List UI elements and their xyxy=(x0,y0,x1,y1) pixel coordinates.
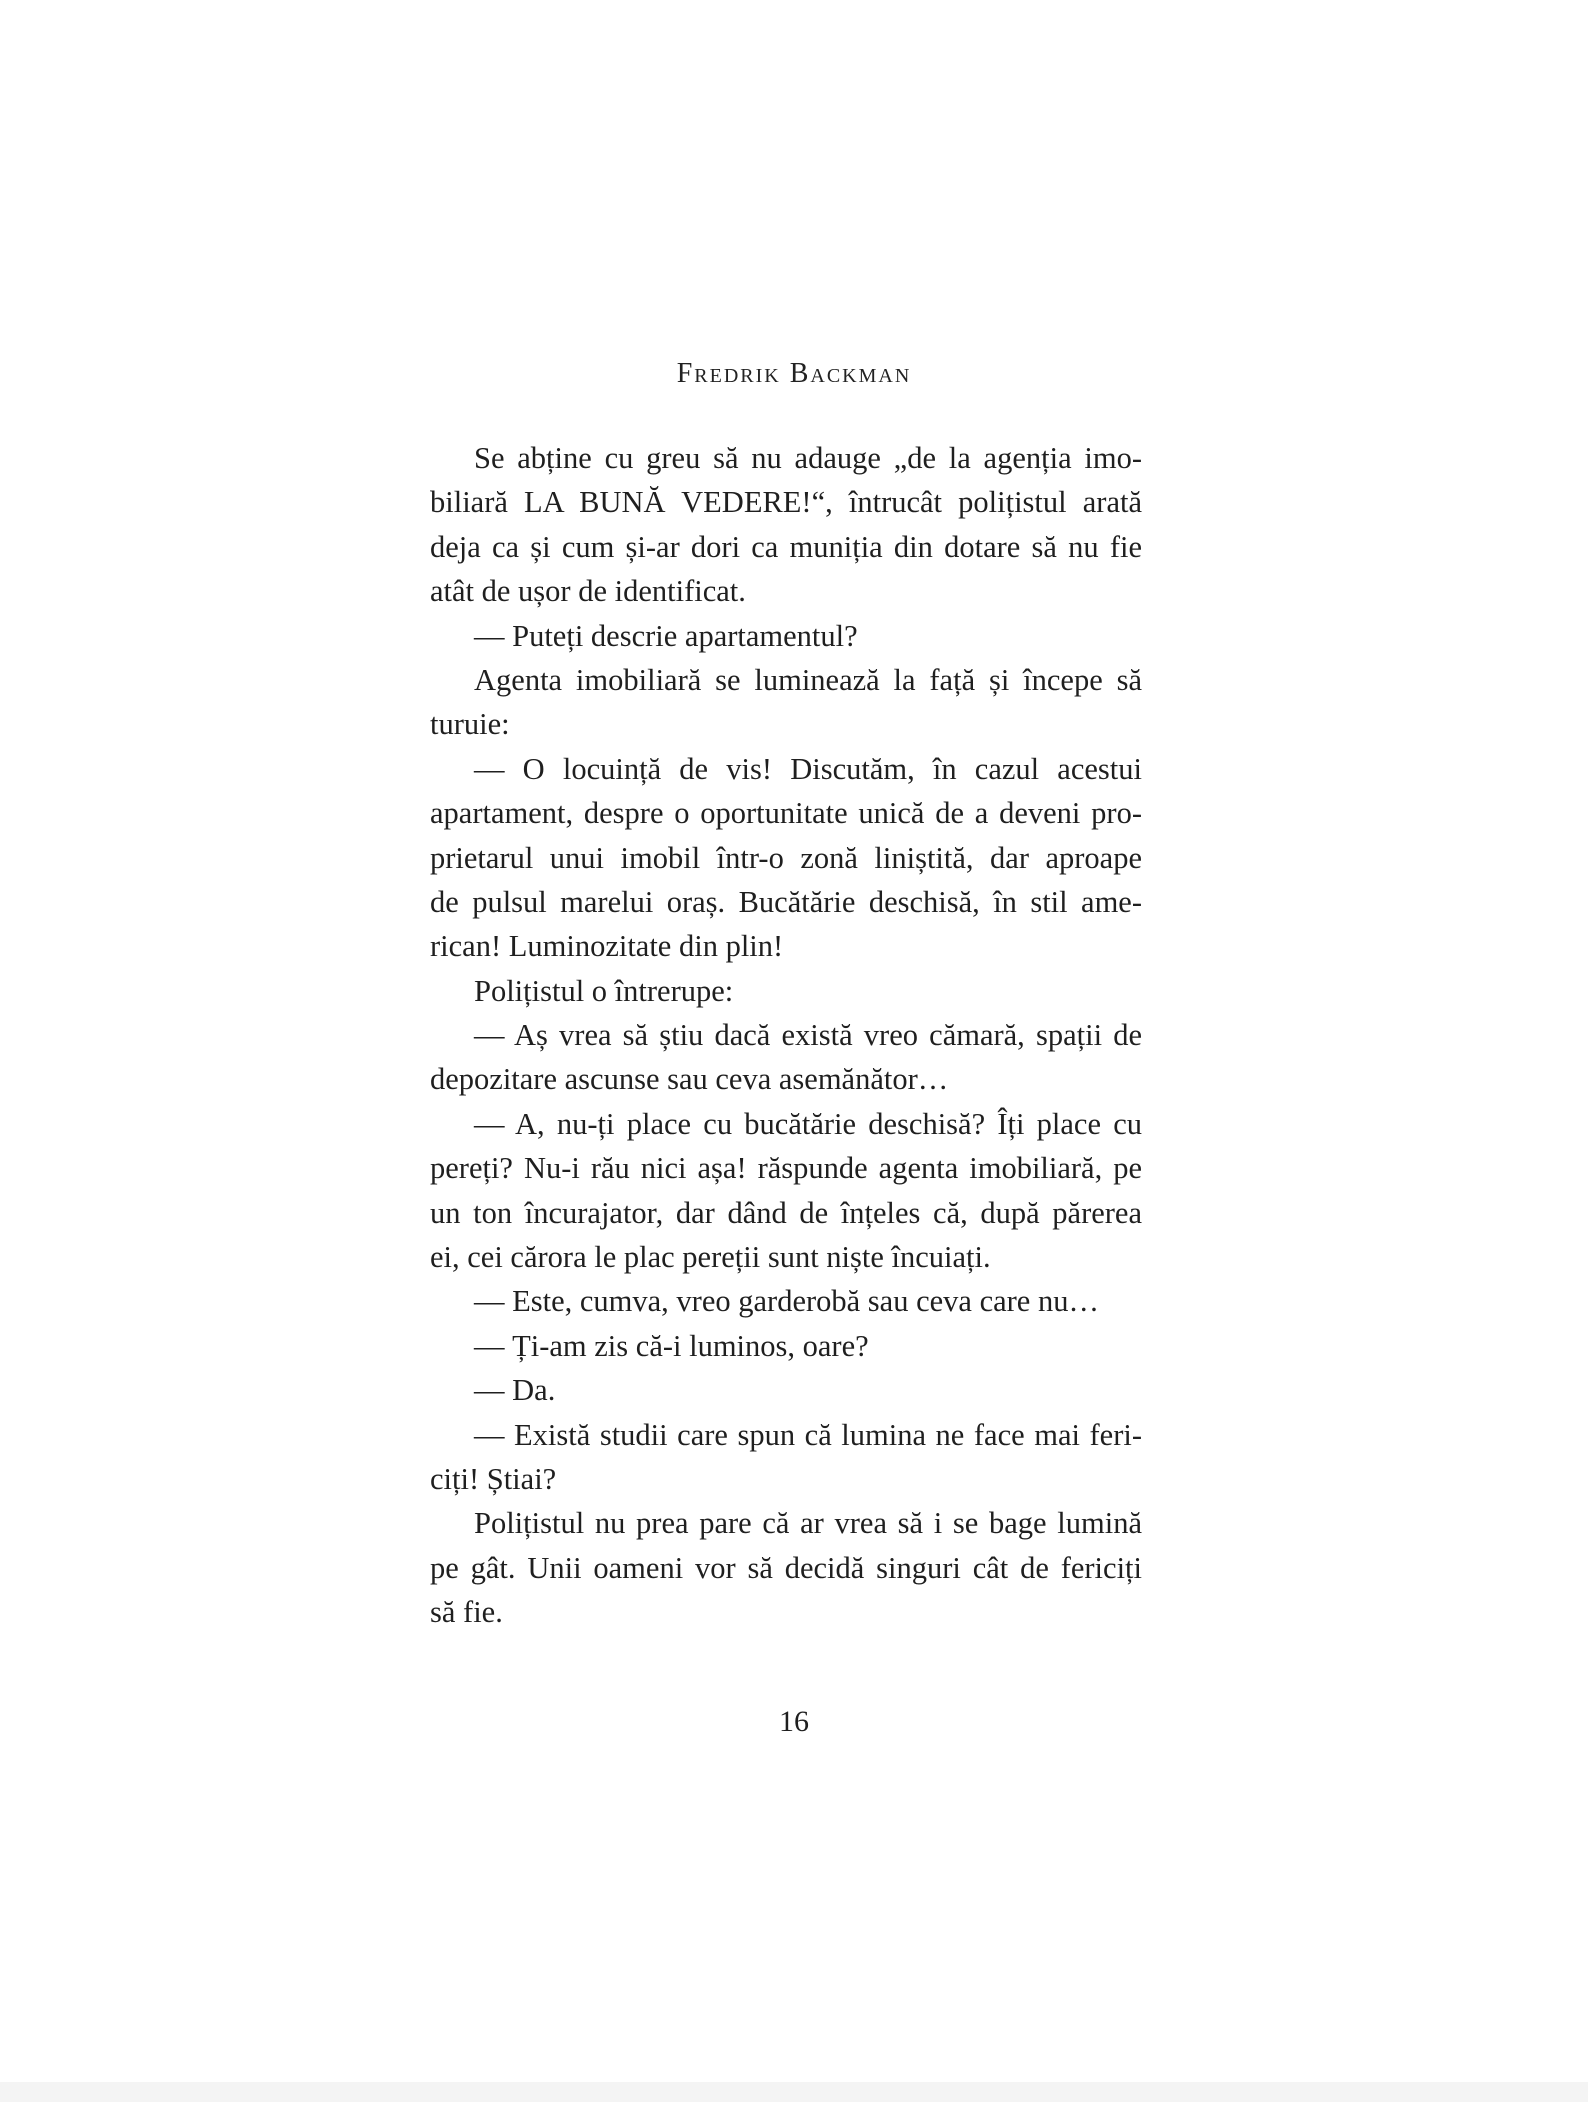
text-line: prietarul unui imobil într-o zonă liniștită, dar aproape xyxy=(430,840,1142,875)
text-line: Polițistul nu prea pare că ar vrea să i se bage lumină xyxy=(474,1506,1142,1541)
text-line: — Puteți descrie apartamentul? xyxy=(474,618,858,653)
page-number: 16 xyxy=(779,1705,809,1738)
text-line: de pulsul marelui oraș. Bucătărie deschisă, în stil ame- xyxy=(430,884,1142,919)
text-line: — A, nu-ți place cu bucătărie deschisă? Îți place cu xyxy=(474,1106,1142,1141)
text-line: un ton încurajator, dar dând de înțeles că, după părerea xyxy=(430,1195,1142,1230)
text-line: biliară LA BUNĂ VEDERE!“, întrucât polițistul arată xyxy=(430,485,1142,520)
text-line: — O locuință de vis! Discutăm, în cazul acestui xyxy=(474,751,1142,786)
text-line: — Ți-am zis că-i luminos, oare? xyxy=(474,1328,869,1363)
text-line: pe gât. Unii oameni vor să decidă singuri cât de fericiți xyxy=(430,1550,1142,1585)
text-line: rican! Luminozitate din plin! xyxy=(430,929,784,964)
text-line: atât de ușor de identificat. xyxy=(430,574,746,609)
bottom-divider xyxy=(0,2082,1588,2102)
text-line: Se abține cu greu să nu adauge „de la agenția imo- xyxy=(474,441,1142,475)
text-line: — Aș vrea să știu dacă există vreo cămară, spații de xyxy=(474,1018,1142,1053)
text-line: apartament, despre o oportunitate unică de a deveni pro- xyxy=(430,796,1142,831)
text-line: Polițistul o întrerupe: xyxy=(474,973,734,1008)
text-line: ciți! Știai? xyxy=(430,1461,557,1496)
text-line: Agenta imobiliară se luminează la față și începe să xyxy=(474,662,1142,697)
text-line: să fie. xyxy=(430,1595,503,1630)
text-line: turuie: xyxy=(430,707,510,742)
text-line: — Este, cumva, vreo garderobă sau ceva care nu… xyxy=(474,1284,1099,1319)
text-line: — Da. xyxy=(474,1373,556,1408)
text-line: pereți? Nu-i rău nici așa! răspunde agenta imobiliară, pe xyxy=(430,1151,1142,1186)
body-text xyxy=(430,436,1142,1635)
text-line: depozitare ascunse sau ceva asemănător… xyxy=(430,1062,949,1097)
running-head: Fredrik Backman xyxy=(676,358,912,389)
text-line: — Există studii care spun că lumina ne face mai feri- xyxy=(474,1417,1142,1452)
text-line: deja ca și cum și-ar dori ca muniția din dotare să nu fie xyxy=(430,529,1142,564)
text-line: ei, cei cărora le plac pereții sunt niște încuiați. xyxy=(430,1240,991,1275)
